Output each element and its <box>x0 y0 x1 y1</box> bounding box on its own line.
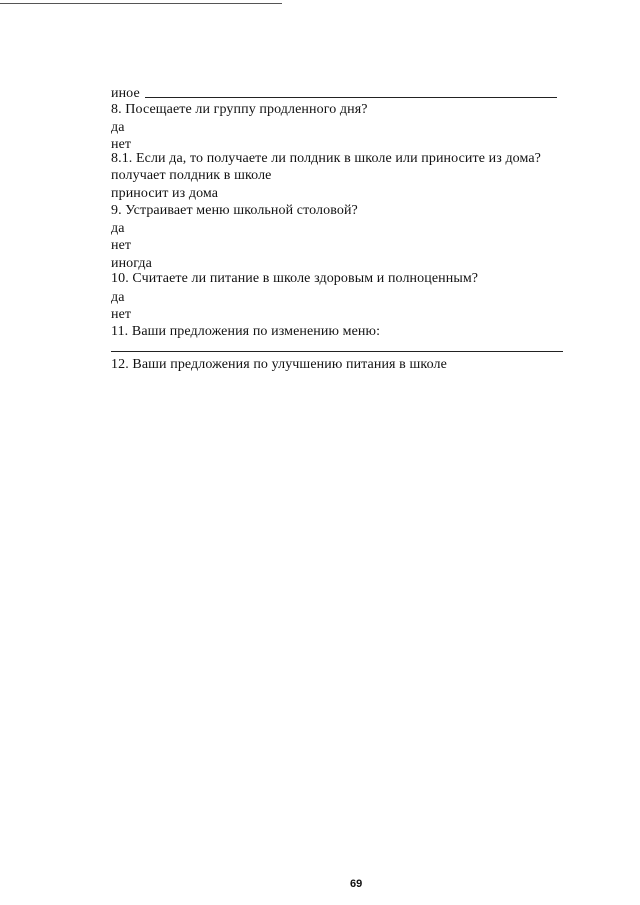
q9-question: 9. Устраивает меню школьной столовой? <box>111 203 358 218</box>
q7-other-label: иное <box>111 86 140 101</box>
q8-question: 8. Посещаете ли группу продленного дня? <box>111 102 368 117</box>
q11-answer-line[interactable] <box>111 351 563 352</box>
q9-option-sometimes[interactable]: иногда <box>111 256 152 271</box>
q8-option-no[interactable]: нет <box>111 137 132 152</box>
q11-question: 11. Ваши предложения по изменению меню: <box>111 324 381 339</box>
q10-question: 10. Считаете ли питание в школе здоровым и полноценным? <box>111 271 479 286</box>
q7-other-answer-line[interactable] <box>145 97 557 98</box>
q8-1-option-from-home[interactable]: приносит из дома <box>111 186 219 201</box>
q9-option-yes[interactable]: да <box>111 221 125 236</box>
page-number: 69 <box>350 878 363 890</box>
q8-1-question: 8.1. Если да, то получаете ли полдник в школе или приносите из дома? <box>111 151 541 166</box>
q8-option-yes[interactable]: да <box>111 120 125 135</box>
q9-option-no[interactable]: нет <box>111 238 132 253</box>
header-rule <box>0 3 282 4</box>
q8-1-option-school-snack[interactable]: получает полдник в школе <box>111 168 272 183</box>
q10-option-no[interactable]: нет <box>111 307 132 322</box>
q10-option-yes[interactable]: да <box>111 290 125 305</box>
q12-question: 12. Ваши предложения по улучшению питания в школе <box>111 357 447 372</box>
